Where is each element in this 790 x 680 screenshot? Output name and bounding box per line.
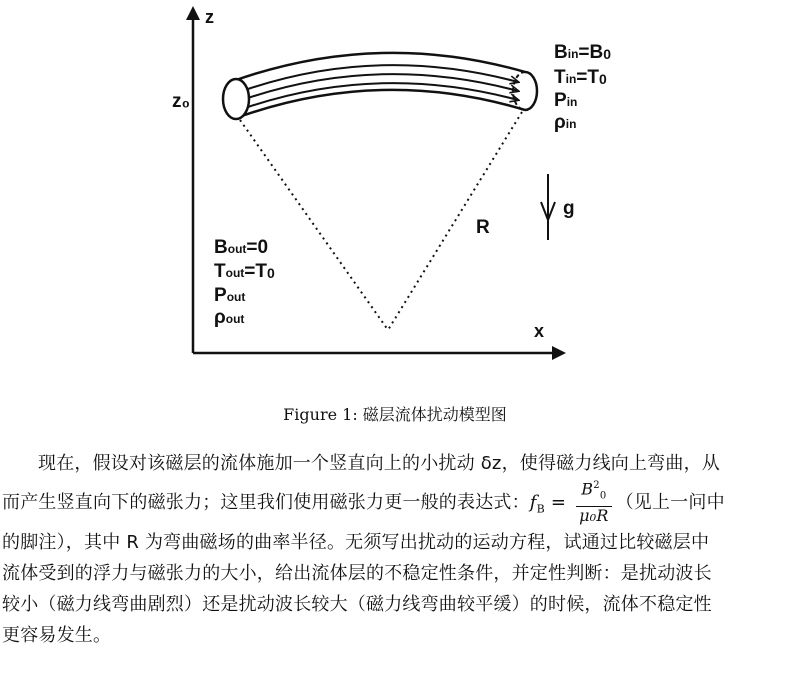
- tube-bottom-edge: [236, 90, 525, 118]
- paragraph-line-4: 流体受到的浮力与磁张力的大小，给出流体层的不稳定性条件，并定性判断：是扰动波长: [2, 562, 712, 584]
- z-axis-label: z: [205, 7, 214, 27]
- label-rho-out: ρout: [214, 307, 245, 328]
- paragraph-line-1: 现在，假设对该磁层的流体施加一个竖直向上的小扰动 δz，使得磁力线向上弯曲，从: [38, 453, 720, 474]
- gravity-label: g: [563, 198, 575, 219]
- paragraph-line-6: 更容易发生。: [2, 624, 112, 646]
- x-axis-arrowhead: [552, 346, 566, 360]
- label-t-in: Tin=T0: [554, 67, 607, 88]
- x-axis-label: x: [534, 321, 545, 341]
- label-p-in: Pin: [554, 90, 578, 111]
- label-rho-in: ρin: [554, 112, 577, 133]
- paragraph-line-2: 而产生竖直向下的磁张力；这里我们使用磁张力更一般的表达式：$f_B$ = $\frac{B^2_0}{\text{μ₀R}}$ （见上一问中: [2, 479, 790, 527]
- paragraph-line-3: 的脚注），其中 R 为弯曲磁场的曲率半径。无须写出扰动的运动方程，试通过比较磁层中: [2, 531, 710, 553]
- tube-right-end-front: [525, 72, 537, 110]
- radius-label: R: [476, 217, 490, 238]
- tube-left-end: [223, 79, 249, 119]
- label-b-out: Bout=0: [214, 237, 269, 258]
- radius-line-right: [388, 112, 522, 330]
- problem-paragraph: [2, 448, 790, 651]
- tension-symbol: $f_B$: [529, 491, 545, 516]
- tube-top-edge: [236, 53, 525, 80]
- paragraph-line-5: 较小（磁力线弯曲剧烈）还是扰动波长较大（磁力线弯曲较平缓）的时候，流体不稳定性: [2, 593, 712, 615]
- label-t-out: Tout=T0: [214, 261, 275, 282]
- label-b-in: Bin=B0: [554, 42, 612, 63]
- radius-line-left: [240, 120, 388, 330]
- tension-fraction: $\frac{B^2_0}{\text{μ₀R}}$: [576, 477, 611, 525]
- z-axis-arrowhead: [186, 6, 200, 20]
- figure-caption: Figure 1: 磁层流体扰动模型图: [283, 405, 507, 424]
- label-p-out: Pout: [214, 285, 246, 306]
- z0-label: z₀: [172, 91, 191, 112]
